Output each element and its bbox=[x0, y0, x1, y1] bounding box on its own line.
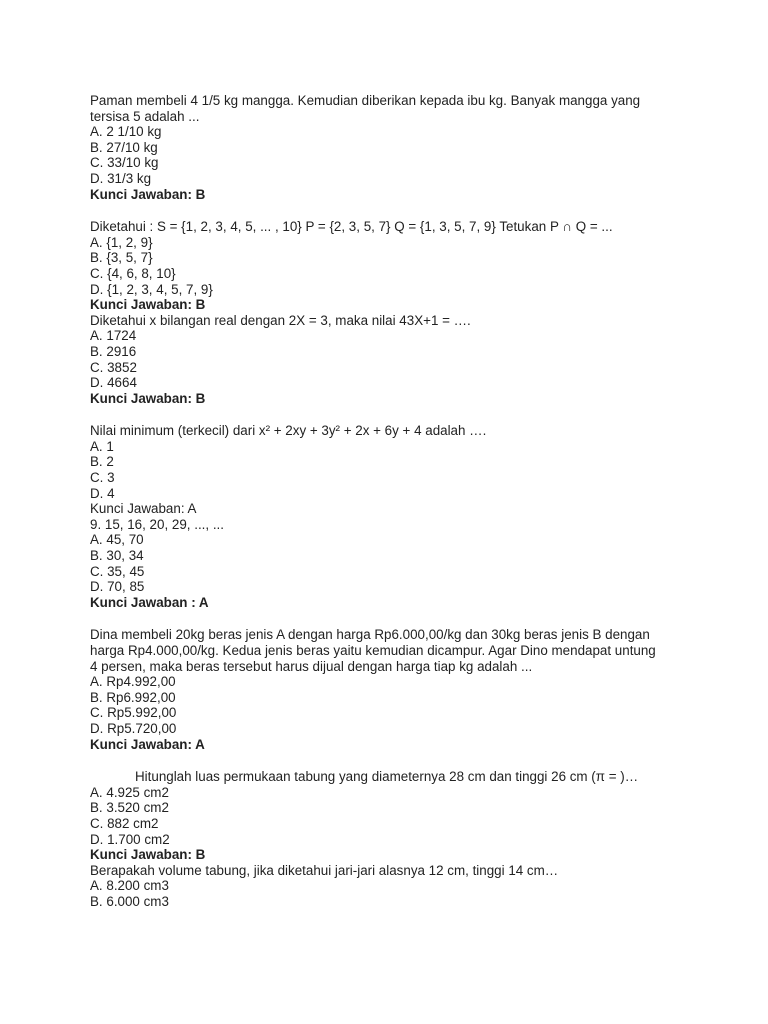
answer-option-b: B. Rp6.992,00 bbox=[90, 689, 176, 705]
answer-key: Kunci Jawaban: B bbox=[90, 390, 206, 406]
answer-option-c: C. Rp5.992,00 bbox=[90, 705, 177, 721]
answer-option-d: D. 4664 bbox=[90, 375, 137, 391]
answer-option-a: A. 8.200 cm3 bbox=[90, 878, 169, 894]
answer-option-c: C. 35, 45 bbox=[90, 563, 145, 579]
answer-option-d: D. Rp5.720,00 bbox=[90, 720, 177, 736]
answer-option-c: C. 3852 bbox=[90, 359, 137, 375]
question-block-1 bbox=[90, 93, 690, 202]
question-block-8 bbox=[90, 863, 690, 910]
question-block-4 bbox=[90, 423, 690, 517]
question-text: Nilai minimum (terkecil) dari x² + 2xy + 3y² + 2x + 6y + 4 adalah …. bbox=[90, 423, 487, 439]
document-body bbox=[90, 93, 690, 910]
answer-option-a: A. 4.925 cm2 bbox=[90, 784, 169, 800]
blank-line bbox=[90, 752, 690, 769]
question-text: Diketahui x bilangan real dengan 2X = 3, maka nilai 43X+1 = …. bbox=[90, 312, 471, 328]
blank-line bbox=[90, 610, 690, 627]
question-block-2 bbox=[90, 219, 690, 313]
answer-option-b: B. 6.000 cm3 bbox=[90, 893, 169, 909]
answer-key: Kunci Jawaban: B bbox=[90, 297, 206, 313]
answer-option-b: B. 30, 34 bbox=[90, 548, 144, 564]
answer-option-c: C. 882 cm2 bbox=[90, 815, 159, 831]
answer-option-d: D. {1, 2, 3, 4, 5, 7, 9} bbox=[90, 281, 213, 297]
question-block-6 bbox=[90, 627, 690, 752]
blank-line bbox=[90, 406, 690, 423]
question-text: Dina membeli 20kg beras jenis A dengan harga Rp6.000,00/kg dan 30kg beras jenis B dengan harga Rp4.000,00/kg. Kedua jenis beras yaitu kemudian dicampur. Agar Dino mendapat untung 4 persen, maka beras tersebut harus dijual dengan harga tiap kg adalah ... bbox=[90, 627, 656, 674]
blank-line bbox=[90, 202, 690, 219]
question-text: Hitunglah luas permukaan tabung yang diameternya 28 cm dan tinggi 26 cm (π = )… bbox=[135, 769, 639, 785]
answer-option-d: D. 4 bbox=[90, 485, 115, 501]
answer-option-a: A. {1, 2, 9} bbox=[90, 234, 153, 250]
answer-key: Kunci Jawaban: A bbox=[90, 501, 197, 517]
answer-option-a: A. 2 1/10 kg bbox=[90, 124, 162, 140]
answer-option-c: C. 33/10 kg bbox=[90, 155, 159, 171]
answer-key: Kunci Jawaban: B bbox=[90, 847, 206, 863]
question-text: Berapakah volume tabung, jika diketahui jari-jari alasnya 12 cm, tinggi 14 cm… bbox=[90, 862, 559, 878]
answer-option-d: D. 70, 85 bbox=[90, 579, 145, 595]
answer-option-d: D. 1.700 cm2 bbox=[90, 831, 170, 847]
answer-option-d: D. 31/3 kg bbox=[90, 170, 152, 186]
answer-option-b: B. 27/10 kg bbox=[90, 139, 158, 155]
question-text: 9. 15, 16, 20, 29, ..., ... bbox=[90, 516, 224, 532]
answer-option-a: A. 1724 bbox=[90, 328, 137, 344]
question-block-7 bbox=[90, 769, 690, 863]
question-text: Paman membeli 4 1/5 kg mangga. Kemudian diberikan kepada ibu kg. Banyak mangga yang tersisa 5 adalah ... bbox=[90, 93, 641, 124]
answer-option-c: C. 3 bbox=[90, 470, 115, 486]
answer-option-a: A. 45, 70 bbox=[90, 532, 144, 548]
answer-key: Kunci Jawaban: A bbox=[90, 736, 205, 752]
question-text: Diketahui : S = {1, 2, 3, 4, 5, ... , 10} P = {2, 3, 5, 7} Q = {1, 3, 5, 7, 9} Tetukan P ∩ Q = ... bbox=[90, 219, 613, 235]
answer-option-b: B. 3.520 cm2 bbox=[90, 800, 169, 816]
answer-option-b: B. {3, 5, 7} bbox=[90, 250, 153, 266]
answer-option-b: B. 2916 bbox=[90, 343, 137, 359]
answer-key: Kunci Jawaban : A bbox=[90, 594, 209, 610]
answer-option-a: A. Rp4.992,00 bbox=[90, 674, 176, 690]
answer-key: Kunci Jawaban: B bbox=[90, 186, 206, 202]
question-block-5 bbox=[90, 517, 690, 611]
question-block-3 bbox=[90, 313, 690, 407]
answer-option-a: A. 1 bbox=[90, 438, 114, 454]
answer-option-c: C. {4, 6, 8, 10} bbox=[90, 265, 176, 281]
answer-option-b: B. 2 bbox=[90, 454, 114, 470]
